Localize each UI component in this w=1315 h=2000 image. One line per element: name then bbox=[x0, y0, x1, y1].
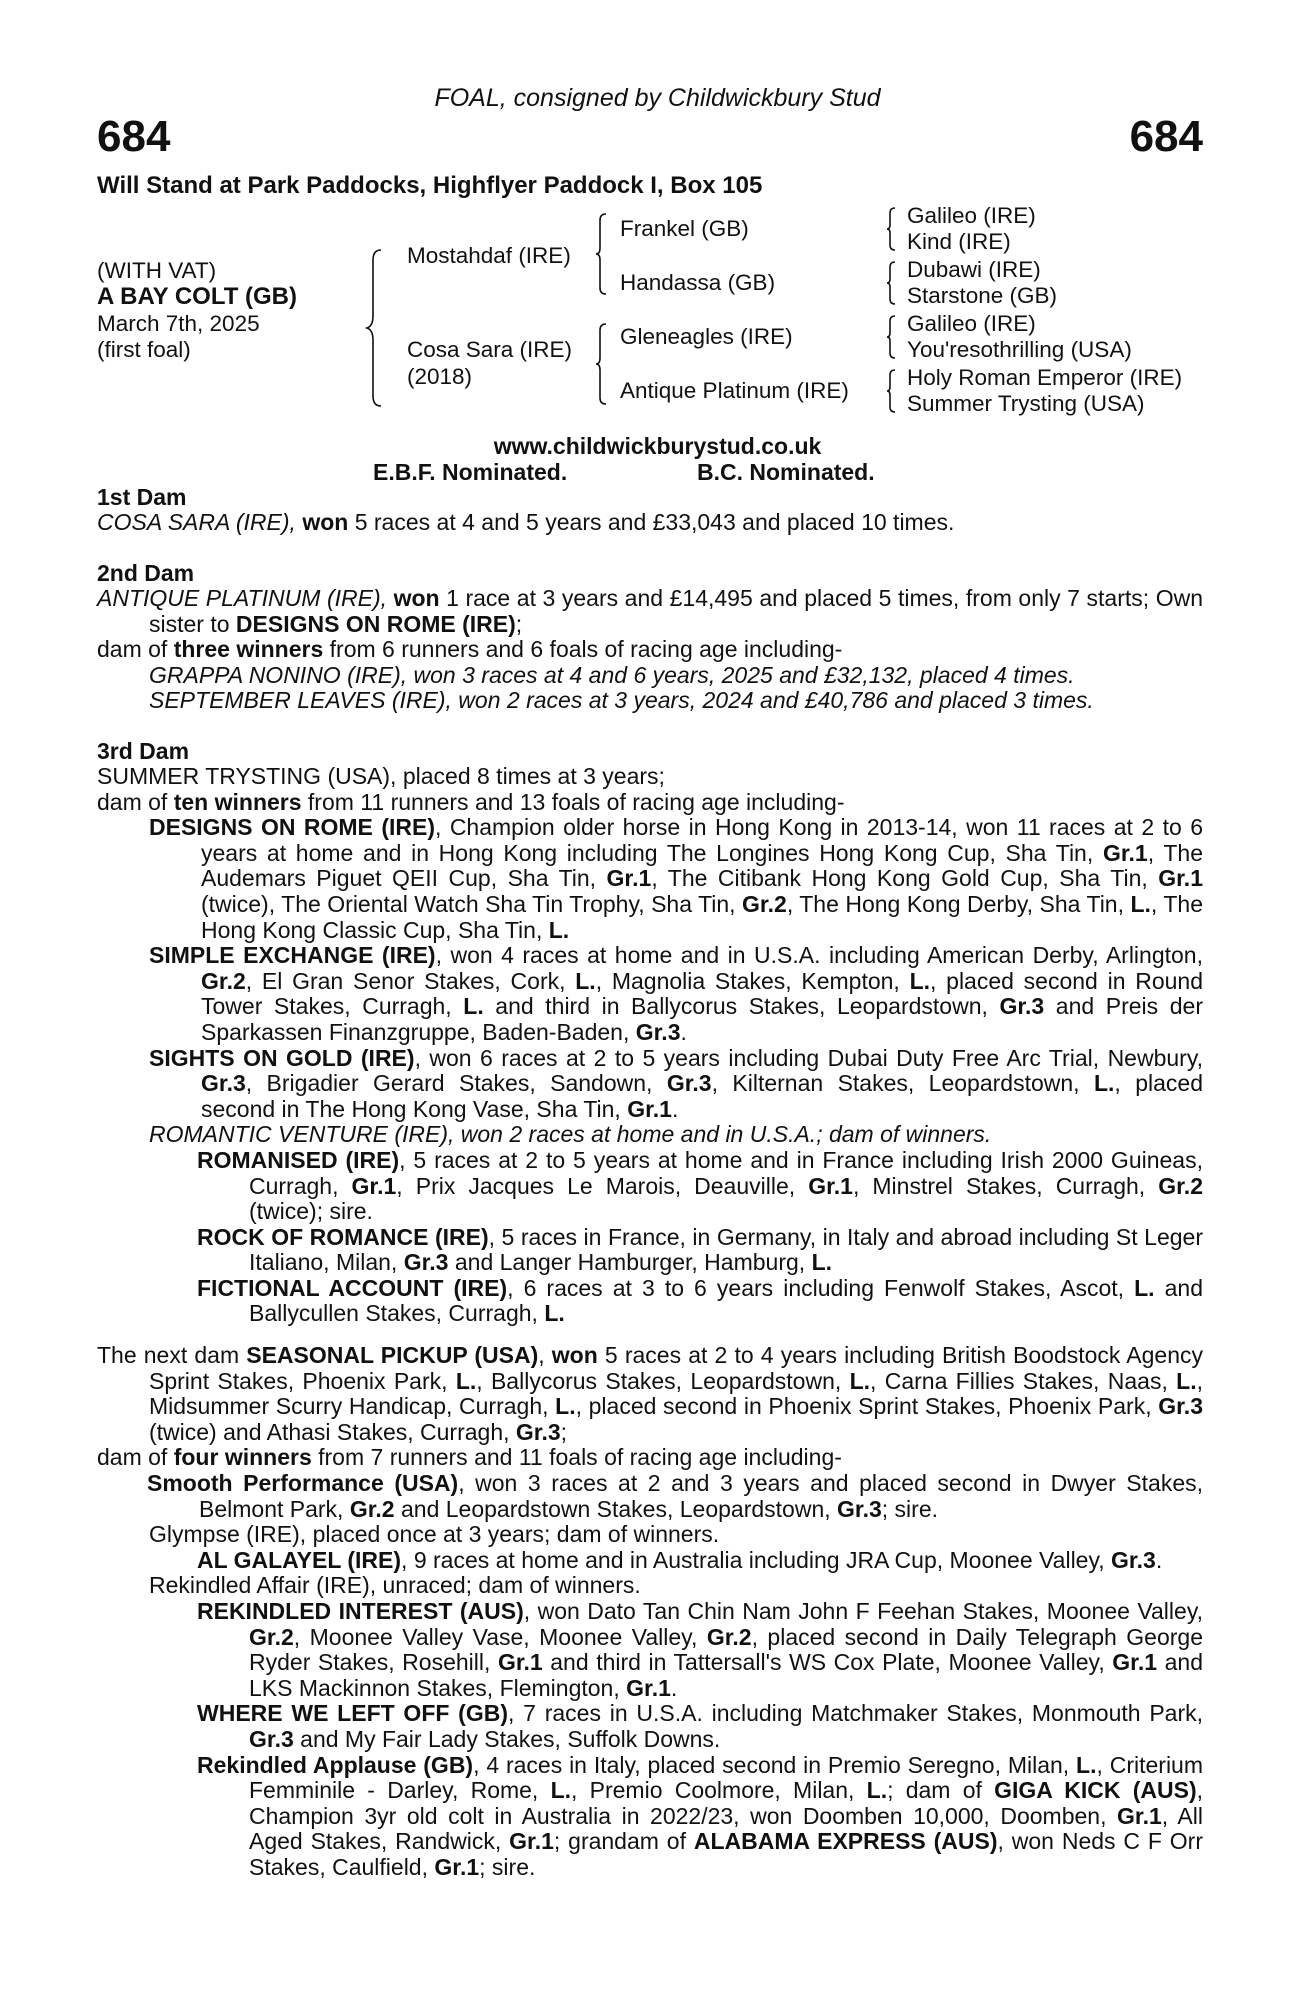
bc-nominated: B.C. Nominated. bbox=[697, 459, 875, 485]
pedigree-brace-sd bbox=[885, 260, 899, 306]
pedigree-brace-ds bbox=[885, 314, 899, 360]
progeny-romanised: ROMANISED (IRE), 5 races at 2 to 5 years at home and in France including Irish 2000 Guineas, Curragh, Gr.1, Prix Jacques Le Marois, Deauville, Gr.1, Minstrel Stakes, Curragh, Gr.2 (twice); sire. bbox=[197, 1146, 1203, 1225]
pedigree-dam: Cosa Sara (IRE) bbox=[407, 337, 573, 362]
consignment-line: FOAL, consigned by Childwickbury Stud bbox=[434, 84, 881, 112]
progeny-romantic-venture: ROMANTIC VENTURE (IRE), won 2 races at home and in U.S.A.; dam of winners. bbox=[149, 1121, 992, 1148]
vat-note: (WITH VAT) bbox=[97, 258, 217, 283]
progeny-glympse: Glympse (IRE), placed once at 3 years; dam of winners. bbox=[149, 1521, 720, 1548]
pedigree-dsd: You'resothrilling (USA) bbox=[907, 337, 1132, 362]
progeny-sights-on-gold: SIGHTS ON GOLD (IRE), won 6 races at 2 to 5 years including Dubai Duty Free Arc Trial, Newbury, Gr.3, Brigadier Gerard Stakes, Sandown, Gr.3, Kilternan Stakes, Leopardstown, L., placed second in The Hong Kong Vase, Sha Tin, Gr.1. bbox=[149, 1044, 1203, 1122]
lot-number-left: 684 bbox=[97, 112, 171, 161]
progeny-rock-of-romance: ROCK OF ROMANCE (IRE), 5 races in France, in Germany, in Italy and abroad including St Leger Italiano, Milan, Gr.3 and Langer Hamburger, Hamburg, L. bbox=[197, 1223, 1203, 1276]
third-dam-text: SUMMER TRYSTING (USA), placed 8 times at 3 years; dam of ten winners from 11 runners and 13 foals of racing age including- DESIGNS ON ROME (IRE), Champion older horse in Hong Kong in 2013-14, won 11 races at 2 to 6 years at home and in Hong Kong including The Longines Hong Kong Cup, Sha Tin, Gr.1, The Audemars Piguet QEII Cup, Sha Tin, Gr.1, The Citibank Hong Kong Gold Cup, Sha Tin, Gr.1 (twice), The Oriental Watch Sha Tin Trophy, Sha Tin, Gr.2, The Hong Kong Derby, Sha Tin, L., The Hong Kong Classic Cup, Sha Tin, L. SIMPLE EXCHANGE (IRE), won 4 races at home and in U.S.A. including American Derby, Arlington, Gr.2, El Gran Senor Stakes, Cork, L., Magnolia Stakes, Kempton, L., placed second in Round Tower Stakes, Curragh, L. and third in Ballycorus Stakes, Leopardstown, Gr.3 and Preis der Sparkassen Finanzgruppe, Baden-Baden, Gr.3. SIGHTS ON GOLD (IRE), won 6 races at 2 to 5 years including Dubai Duty Free Arc Trial, Newbury, Gr.3, Brigadier Gerard Stakes, Sandown, Gr.3, Kilternan Stakes, Leopardstown, L., placed second in The Hong Kong Vase, Sha Tin, Gr.1. ROMANTIC VENTURE (IRE), won 2 races at home and in U.S.A.; dam of winners. ROMANISED (IRE), 5 races at 2 to 5 years at home and in France including Irish 2000 Guineas, Curragh, Gr.1, Prix Jacques Le Marois, Deauville, Gr.1, Minstrel Stakes, Curragh, Gr.2 (twice); sire. ROCK OF ROMANCE (IRE), 5 races in France, in Germany, in Italy and abroad including St Leger Italiano, Milan, Gr.3 and Langer Hamburger, Hamburg, L. FICTIONAL ACCOUNT (IRE), 6 races at 3 to 6 years including Fenwolf Stakes, Ascot, L. and Ballycullen Stakes, Curragh, L. bbox=[97, 763, 1204, 1327]
pedigree-dss: Galileo (IRE) bbox=[907, 311, 1036, 336]
pedigree-brace-dd bbox=[885, 368, 899, 414]
second-dam-text: ANTIQUE PLATINUM (IRE), won 1 race at 3 years and £14,495 and placed 5 times, from only 7 starts; Own sister to DESIGNS ON ROME (IRE); dam of three winners from 6 runners and 6 foals of racing age including- GRAPPA NONINO (IRE), won 3 races at 4 and 6 years, 2025 and £32,132, placed 4 times. SEPTEMBER LEAVES (IRE), won 2 races at 3 years, 2024 and £40,786 and placed 3 times. bbox=[97, 585, 1203, 714]
progeny-where-we-left-off: WHERE WE LEFT OFF (GB), 7 races in U.S.A. including Matchmaker Stakes, Monmouth Park, Gr.3 and My Fair Lady Stakes, Suffolk Downs. bbox=[197, 1700, 1204, 1752]
horse-note: (first foal) bbox=[97, 337, 191, 362]
pedigree-brace-ss bbox=[885, 206, 899, 252]
progeny-al-galayel: AL GALAYEL (IRE), 9 races at home and in Australia including JRA Cup, Moonee Valley, Gr.3. bbox=[197, 1546, 1163, 1573]
stand-location: Will Stand at Park Paddocks, Highflyer Paddock I, Box 105 bbox=[97, 172, 763, 199]
pedigree-sdd: Starstone (GB) bbox=[907, 283, 1058, 308]
horse-dob: March 7th, 2025 bbox=[97, 311, 260, 336]
pedigree-ddd: Summer Trysting (USA) bbox=[907, 391, 1145, 416]
pedigree-ssd: Kind (IRE) bbox=[907, 229, 1011, 254]
third-dam-heading: 3rd Dam bbox=[97, 738, 190, 764]
first-dam-text: COSA SARA (IRE), won 5 races at 4 and 5 years and £33,043 and placed 10 times. bbox=[97, 509, 955, 535]
pedigree-dam-brace bbox=[594, 322, 610, 406]
pedigree-dam-dam: Antique Platinum (IRE) bbox=[620, 378, 849, 403]
progeny-september-leaves: SEPTEMBER LEAVES (IRE), won 2 races at 3 years, 2024 and £40,786 and placed 3 times. bbox=[149, 687, 1094, 714]
pedigree-dam-sire: Gleneagles (IRE) bbox=[620, 324, 793, 349]
stud-website: www.childwickburystud.co.uk bbox=[493, 433, 822, 459]
progeny-grappa-nonino: GRAPPA NONINO (IRE), won 3 races at 4 and 6 years, 2025 and £32,132, placed 4 times. bbox=[149, 661, 1075, 688]
progeny-designs-on-rome: DESIGNS ON ROME (IRE), Champion older horse in Hong Kong in 2013-14, won 11 races at 2 to 6 years at home and in Hong Kong including The Longines Hong Kong Cup, Sha Tin, Gr.1, The Audemars Piguet QEII Cup, Sha Tin, Gr.1, The Citibank Hong Kong Gold Cup, Sha Tin, Gr.1 (twice), The Oriental Watch Sha Tin Trophy, Sha Tin, Gr.2, The Hong Kong Derby, Sha Tin, L., The Hong Kong Classic Cup, Sha Tin, L. bbox=[149, 814, 1204, 943]
pedigree-sss: Galileo (IRE) bbox=[907, 203, 1036, 228]
progeny-simple-exchange: SIMPLE EXCHANGE (IRE), won 4 races at home and in U.S.A. including American Derby, Arlington, Gr.2, El Gran Senor Stakes, Cork, L., Magnolia Stakes, Kempton, L., placed second in Round Tower Stakes, Curragh, L. and third in Ballycorus Stakes, Leopardstown, Gr.3 and Preis der Sparkassen Finanzgruppe, Baden-Baden, Gr.3. bbox=[149, 942, 1204, 1045]
pedigree-sire-sire: Frankel (GB) bbox=[620, 216, 749, 241]
pedigree-sire-brace bbox=[594, 212, 610, 296]
pedigree-sds: Dubawi (IRE) bbox=[907, 257, 1041, 282]
first-dam-heading: 1st Dam bbox=[97, 484, 187, 510]
ebf-nominated: E.B.F. Nominated. bbox=[373, 459, 568, 485]
pedigree-main-brace bbox=[365, 248, 385, 408]
lot-number-right: 684 bbox=[1129, 112, 1203, 161]
progeny-rekindled-applause: Rekindled Applause (GB), 4 races in Italy, placed second in Premio Seregno, Milan, L., Criterium Femminile - Darley, Rome, L., Premio Coolmore, Milan, L.; dam of GIGA KICK (AUS), Champion 3yr old colt in Australia in 2022/23, won Doomben 10,000, Doomben, Gr.1, All Aged Stakes, Randwick, Gr.1; grandam of ALABAMA EXPRESS (AUS), won Neds C F Orr Stakes, Caulfield, Gr.1; sire. bbox=[197, 1751, 1204, 1880]
pedigree-sire: Mostahdaf (IRE) bbox=[407, 243, 571, 268]
next-dam-text: The next dam SEASONAL PICKUP (USA), won 5 races at 2 to 4 years including British Boodstock Agency Sprint Stakes, Phoenix Park, L., Ballycorus Stakes, Leopardstown, L., Carna Fillies Stakes, Naas, L., Midsummer Scurry Handicap, Curragh, L., placed second in Phoenix Sprint Stakes, Phoenix Park, Gr.3 (twice) and Athasi Stakes, Curragh, Gr.3; dam of four winners from 7 runners and 11 foals of racing age including- Smooth Performance (USA), won 3 races at 2 and 3 years and placed second in Dwyer Stakes, Belmont Park, Gr.2 and Leopardstown Stakes, Leopardstown, Gr.3; sire. Glympse (IRE), placed once at 3 years; dam of winners. AL GALAYEL (IRE), 9 races at home and in Australia including JRA Cup, Moonee Valley, Gr.3. Rekindled Affair (IRE), unraced; dam of winners. REKINDLED INTEREST (AUS), won Dato Tan Chin Nam John F Feehan Stakes, Moonee Valley, Gr.2, Moonee Valley Vase, Moonee Valley, Gr.2, placed second in Daily Telegraph George Ryder Stakes, Rosehill, Gr.1 and third in Tattersall's WS Cox Plate, Moonee Valley, Gr.1 and LKS Mackinnon Stakes, Flemington, Gr.1. WHERE WE LEFT OFF (GB), 7 races in U.S.A. including Matchmaker Stakes, Monmouth Park, Gr.3 and My Fair Lady Stakes, Suffolk Downs. Rekindled Applause (GB), 4 races in Italy, placed second in Premio Seregno, Milan, L., Criterium Femminile - Darley, Rome, L., Premio Coolmore, Milan, L.; dam of GIGA KICK (AUS), Champion 3yr old colt in Australia in 2022/23, won Doomben 10,000, Doomben, Gr.1, All Aged Stakes, Randwick, Gr.1; grandam of ALABAMA EXPRESS (AUS), won Neds C F Orr Stakes, Caulfield, Gr.1; sire. bbox=[97, 1342, 1204, 1880]
progeny-rekindled-affair: Rekindled Affair (IRE), unraced; dam of winners. bbox=[149, 1572, 641, 1599]
pedigree-dam-year: (2018) bbox=[407, 364, 473, 389]
pedigree-dds: Holy Roman Emperor (IRE) bbox=[907, 365, 1183, 390]
pedigree-sire-dam: Handassa (GB) bbox=[620, 270, 776, 295]
progeny-smooth-performance: Smooth Performance (USA), won 3 races at 2 and 3 years and placed second in Dwyer Stakes, Belmont Park, Gr.2 and Leopardstown Stakes, Leopardstown, Gr.3; sire. bbox=[147, 1469, 1203, 1522]
horse-name: A BAY COLT (GB) bbox=[97, 283, 298, 310]
second-dam-heading: 2nd Dam bbox=[97, 560, 195, 586]
progeny-rekindled-interest: REKINDLED INTEREST (AUS), won Dato Tan Chin Nam John F Feehan Stakes, Moonee Valley, Gr.2, Moonee Valley Vase, Moonee Valley, Gr.2, placed second in Daily Telegraph George Ryder Stakes, Rosehill, Gr.1 and third in Tattersall's WS Cox Plate, Moonee Valley, Gr.1 and LKS Mackinnon Stakes, Flemington, Gr.1. bbox=[197, 1597, 1204, 1701]
progeny-fictional-account: FICTIONAL ACCOUNT (IRE), 6 races at 3 to 6 years including Fenwolf Stakes, Ascot, L. and Ballycullen Stakes, Curragh, L. bbox=[197, 1274, 1203, 1327]
